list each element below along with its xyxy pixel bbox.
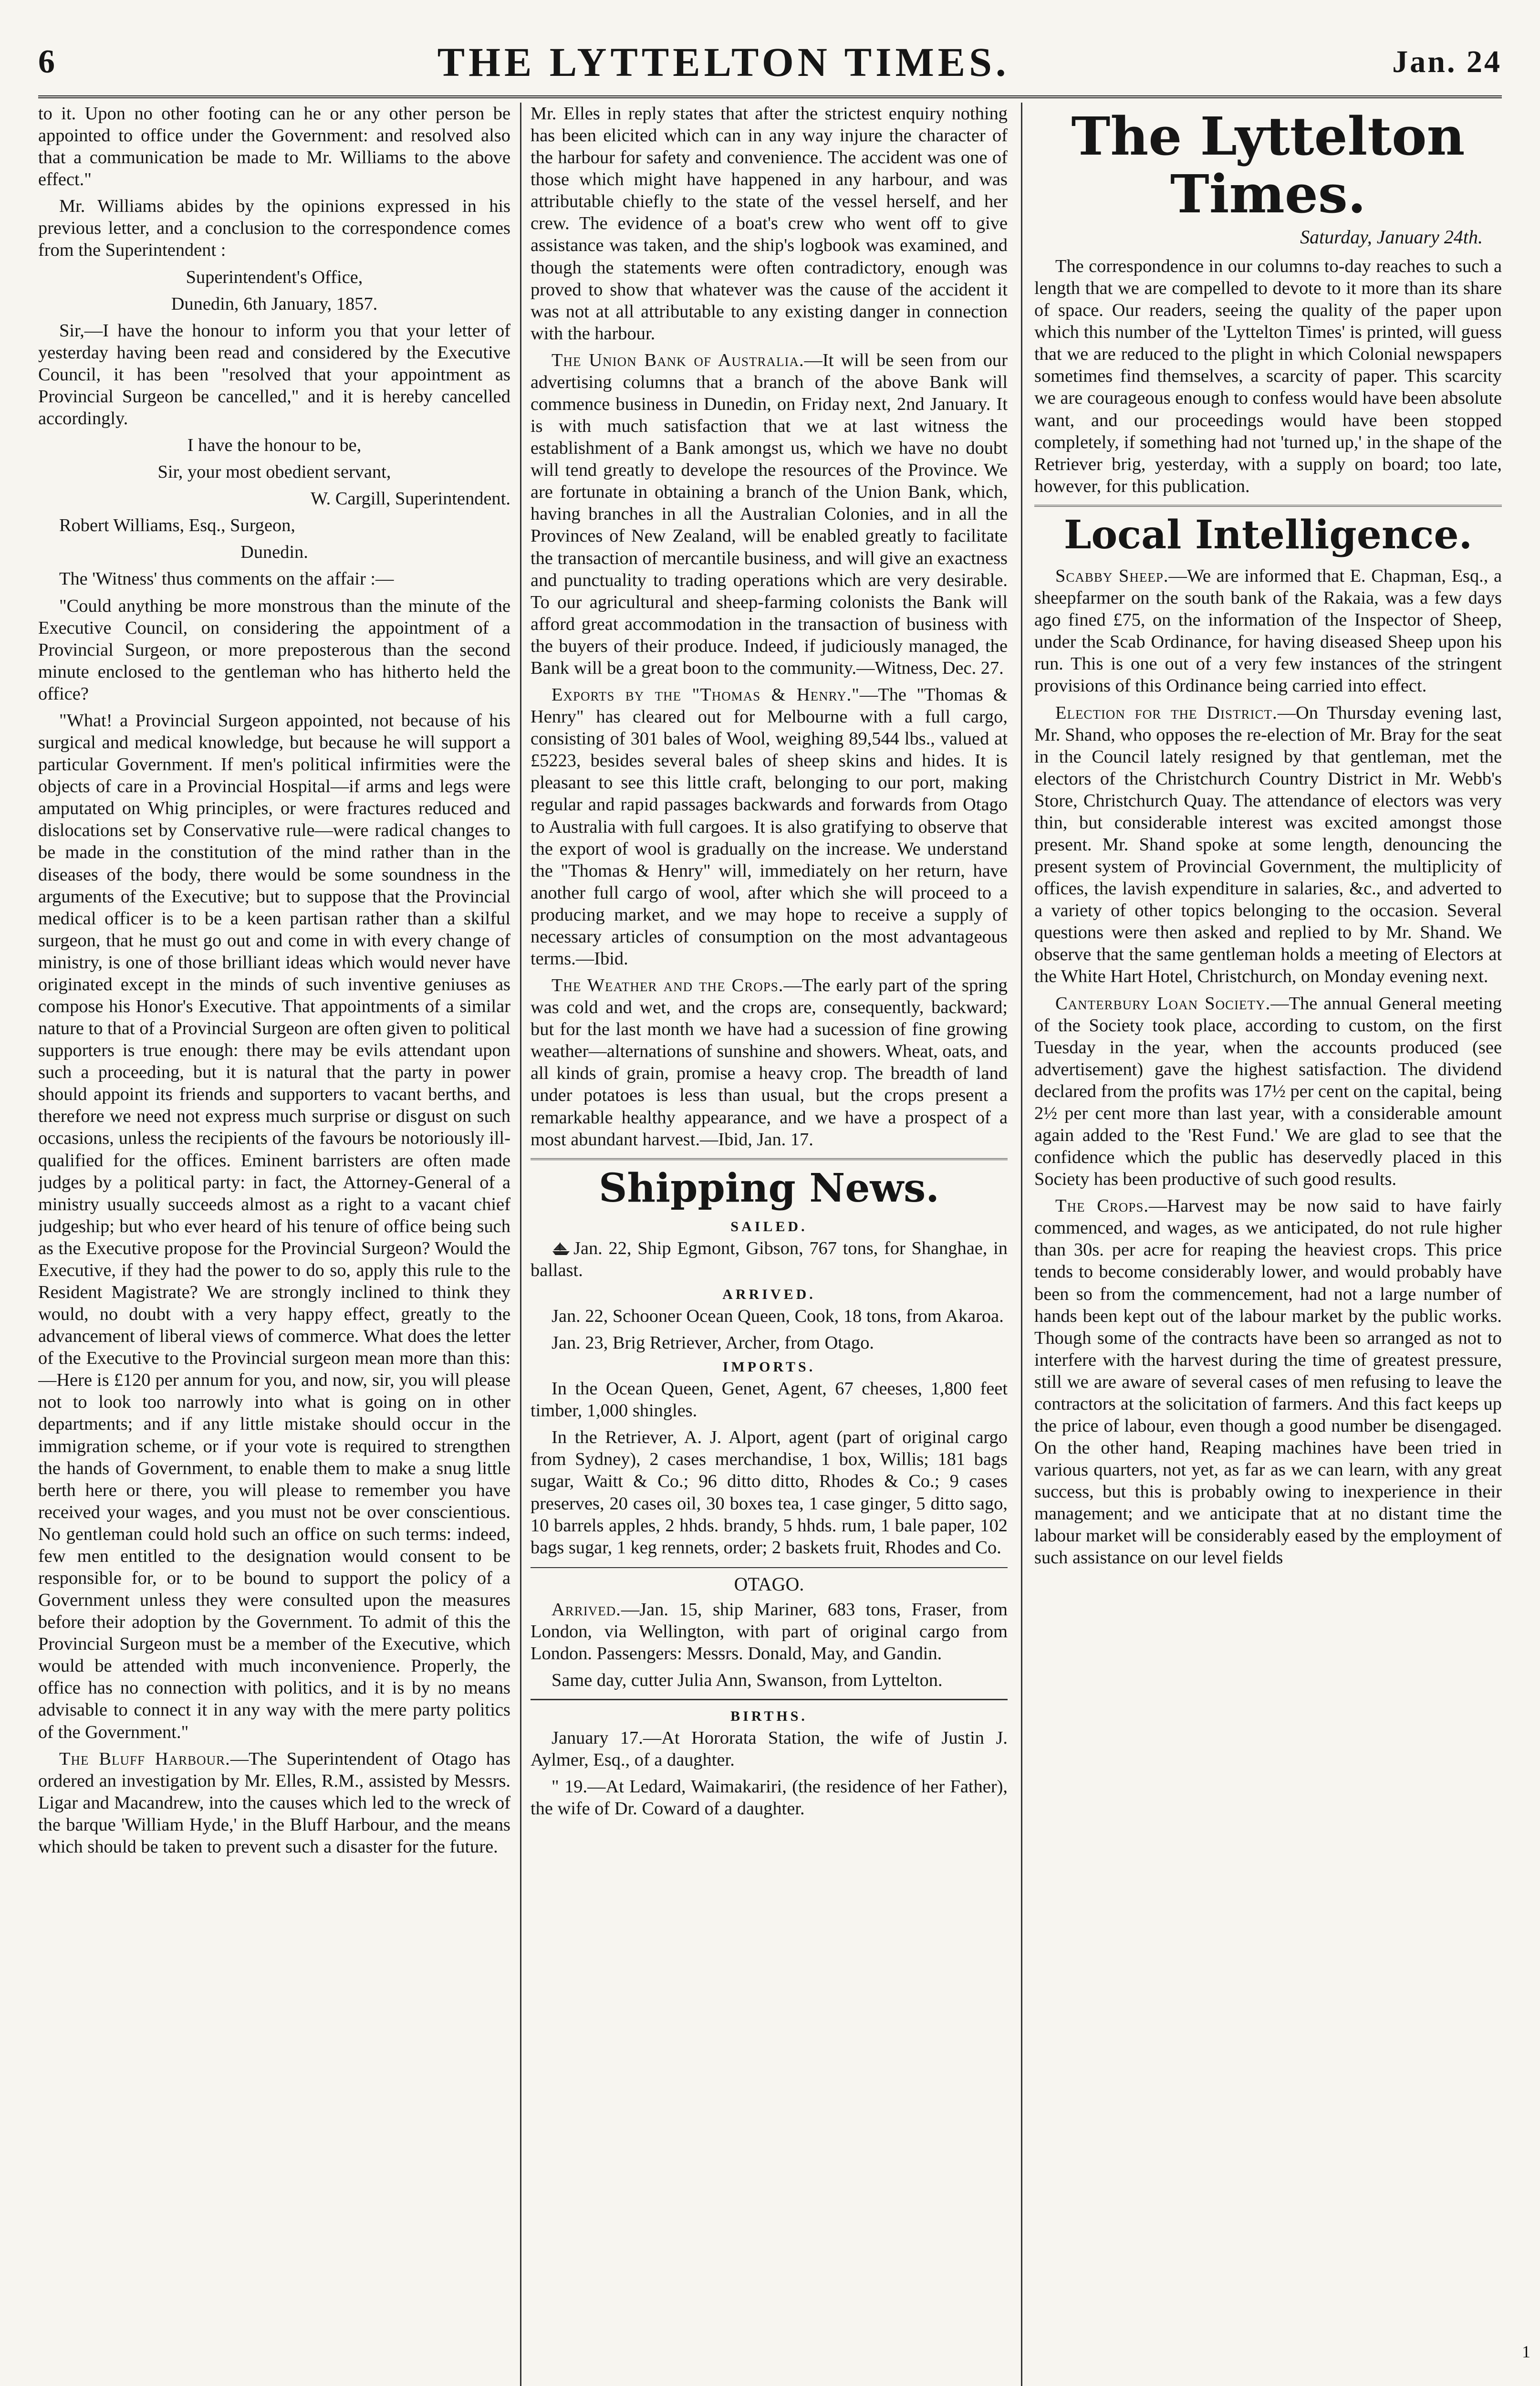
imports-label: IMPORTS. [722,1359,816,1375]
article-crops: The Crops.—Harvest may be now said to have fairly commenced, and wages, as we anticipated, do not rule higher than 30s. per acre for reaping the heaviest crops. This price tends to become considerably lower, and would probably have been so from the commencement, had not a large number of hands been kept out of the labour market by the public works. Though some of the contracts have been so arranged as not to interfere with the harvest during the time of greatest pressure, still we are aware of several cases of men refusing to leave the contractors at the solicitation of farmers. And this fact keeps up the price of labour, even though a good number be disengaged. On the other hand, Reaping machines have been tried in various quarters, not yet, as far as we can learn, with any great success, but this is probably owing to inexperience in their management; and we anticipate that at no distant time the labour market will be considerably eased by the employment of such assistance on our level fields [1034,1196,1502,1568]
letter-signature: W. Cargill, Superintendent. [310,489,510,509]
shipping-entry: Jan. 23, Brig Retriever, Archer, from Otago. [551,1333,874,1353]
paragraph: Mr. Williams abides by the opinions expressed in his previous letter, and a conclusion to the correspondence comes from the Superintendent : [38,196,510,261]
article-lead: The Crops. [1055,1196,1149,1216]
birth-entry: January 17.—At Hororata Station, the wife of Justin J. Aylmer, Esq., of a daughter. [531,1728,1008,1770]
shipping-entry: Jan. 22, Ship Egmont, Gibson, 767 tons, for Shanghae, in ballast. [531,1238,1008,1280]
arrived-label: ARRIVED. [722,1287,816,1303]
column-rule-1 [520,103,521,2386]
article-lead: Scabby Sheep. [1055,566,1169,586]
shipping-entry: Jan. 22, Schooner Ocean Queen, Cook, 18 tons, from Akaroa. [551,1306,1004,1327]
paragraph: The 'Witness' thus comments on the affair :— [59,569,394,589]
letter-closing: Sir, your most obedient servant, [157,462,391,482]
letter-addressee-place: Dunedin. [240,542,308,563]
article-text: —The "Thomas & Henry" has cleared out for Melbourne with a full cargo, consisting of 301 bales of Wool, weighing 89,544 lbs., valued at £5223, besides several bales of sheep skins and hides. It is pleasant to see this little craft, belonging to our port, making regular and rapid passages backwards and forwards from Otago to Australia with full cargoes. It is also gratifying to observe that the export of wool is gradually on the increase. We understand the "Thomas & Henry" will, immediately on her return, have another full cargo of wool, after which she will proceed to a producing market, and we may hope to receive a supply of necessary articles of consumption on the most advantageous terms.—Ibid. [531,685,1008,969]
article-loan-society: Canterbury Loan Society.—The annual General meeting of the Society took place, according to custom, on the first Tuesday in the year, when the accounts produced (see advertisement) gave the highest satisfaction. The dividend declared from the profits was 17½ per cent on the capital, being 2½ per cent more than last year, with a considerable amount again added to the 'Rest Fund.' We are glad to see that the confidence which the public has deservedly placed in this Society has been productive of such good results. [1034,993,1502,1190]
article-text: —It will be seen from our advertising columns that a branch of the above Bank will commence business in Dunedin, on Friday next, 2nd January. It is with much satisfaction that we at last witness the establishment of a Bank amongst us, which we have no doubt will tend greatly to develope the resources of the Province. We are fortunate in obtaining a branch of the Union Bank, which, having branches in all the Australian Colonies, and in all the Provinces of New Zealand, will be enabled greatly to facilitate the transaction of mercantile business, and will give an exactness and punctuality to trading operations which are very desirable. To our agricultural and sheep-farming colonists the Bank will afford great accommodation in the transaction of business with the buyers of their produce. Indeed, if judiciously managed, the Bank will be a great boon to the community.—Witness, Dec. 27. [531,350,1008,678]
editorial-title: The Lyttelton Times. [1071,105,1465,225]
article-lead: Arrived. [551,1599,621,1620]
local-intelligence-heading: Local Intelligence. [1034,505,1502,556]
births-label: BIRTHS. [730,1708,808,1725]
article-text: —The early part of the spring was cold and wet, and the crops are, consequently, backward; but for the last month we have had a sucession of fine growing weather—alternations of sunshine and showers. Wheat, oats, and all kinds of grain, promise a heavy crop. The breadth of land under potatoes is less than usual, but the crops present a remarkable healthy appearance, and we have a prospect of a most abundant harvest.—Ibid, Jan. 17. [531,975,1008,1150]
letter-place: Dunedin, 6th January, 1857. [171,293,378,314]
editorial-date: Saturday, January 24th. [1300,226,1483,248]
imports-entry: In the Retriever, A. J. Alport, agent (part of original cargo from Sydney), 2 cases merchandise, 1 box, Willis; 181 bags sugar, Waitt & Co.; 96 ditto ditto, Rhodes & Co.; 9 cases preserves, 20 cases oil, 30 boxes tea, 1 case ginger, 5 ditto sago, 10 barrels apples, 2 hhds. brandy, 5 hhds. rum, 1 bale paper, 102 bags sugar, 1 keg rennets, order; 2 baskets fruit, Rhodes and Co. [531,1427,1008,1558]
imports-entry: In the Ocean Queen, Genet, Agent, 67 cheeses, 1,800 feet timber, 1,000 shingles. [531,1379,1008,1421]
otago-heading: OTAGO. [531,1567,1008,1596]
editorial-text: The correspondence in our columns to-day reaches to such a length that we are compelled to devote to it more than its share of space. Our readers, seeing the quality of the paper upon which this number of the 'Lyttelton Times' is printed, will guess that we are reduced to the plight in which Colonial newspapers sometimes find themselves, a scarcity of paper. This scarcity we are courageous enough to confess would have been absolute want, and our proceedings would have been stopped completely, if something had not 'turned up,' in the shape of the Retriever brig, yesterday, with a supply on board; too late, however, for this publication. [1034,256,1502,496]
otago-arrived: Arrived.—Jan. 15, ship Mariner, 683 tons, Fraser, from London, via Wellington, with part of original cargo from London. Passengers: Messrs. Donald, May, and Gandin. [531,1599,1008,1664]
paragraph: to it. Upon no other footing can he or any other person be appointed to office under the Government: and resolved also that a communication be made to Mr. Williams to the above effect." [38,104,510,190]
otago-entry: Same day, cutter Julia Ann, Swanson, from Lyttelton. [551,1670,943,1691]
letter-body: Sir,—I have the honour to inform you that your letter of yesterday having been read and considered by the Executive Council, it has been "resolved that your appointment as Provincial Surgeon be cancelled," and it is hereby cancelled accordingly. [38,320,510,429]
article-lead: The Weather and the Crops. [551,975,784,996]
article-bluff-harbour [38,1748,510,1858]
shipping-news-heading: Shipping News. [531,1158,1008,1210]
article-lead: Exports by the "Thomas & Henry." [551,685,860,705]
article-exports [531,684,1008,970]
article-lead: Canterbury Loan Society. [1055,993,1271,1014]
sailed-label: SAILED. [730,1218,808,1235]
divider [531,1699,1008,1700]
newspaper-title: THE LYTTELTON TIMES. [437,39,1010,85]
column-2 [531,103,1008,2386]
column-rule-2 [1021,103,1022,2386]
column-3 [1034,103,1502,2386]
article-scabby-sheep: Scabby Sheep.—We are informed that E. Chapman, Esq., a sheepfarmer on the south bank of the Rakaia, was a few days ago fined £75, on the information of the Inspector of Sheep, under the Scab Ordinance, for having diseased Sheep upon his run. This is one out of a very few instances of the stringent provisions of this Ordinance being carried into effect. [1034,566,1502,696]
article-lead: The Union Bank of Australia. [551,350,804,370]
page-number: 6 [38,43,55,80]
quoted-paragraph: "Could anything be more monstrous than the minute of the Executive Council, on considering the appointment of a Provincial Surgeon, or more preposterous than the second minute enclosed to the gentleman who has hitherto held the office? [38,596,510,704]
article-election: Election for the District.—On Thursday evening last, Mr. Shand, who opposes the re-election of Mr. Bray for the seat in the Council lately resigned by that gentleman, met the electors of the Christchurch Country District in Mr. Webb's Store, Christchurch Quay. The attendance of electors was very thin, but considerable interest was excited amongst those present. Mr. Shand spoke at some length, denouncing the present system of Provincial Government, the multiplicity of offices, the lavish expenditure in salaries, &c., and adverted to a variety of other topics belonging to the occasion. Several questions were then asked and replied to by Mr. Shand. We observe that the same gentleman holds a meeting of Electors at the White Hart Hotel, Christchurch, on Monday evening next. [1034,702,1502,987]
article-lead: The Bluff Harbour. [59,1748,230,1769]
birth-entry: " 19.—At Ledard, Waimakariri, (the residence of her Father), the wife of Dr. Coward of a daughter. [531,1777,1008,1819]
issue-date: Jan. 24 [1392,44,1502,79]
article-lead: Election for the District. [1055,702,1278,723]
letter-office: Superintendent's Office, [186,267,363,287]
article-text: —The Superintendent of Otago has ordered an investigation by Mr. Elles, R.M., assisted by Messrs. Ligar and Macandrew, into the causes which led to the wreck of the barque 'William Hyde,' in the Bluff Harbour, and the means which should be taken to prevent such a disaster for the future. [38,1748,510,1857]
quoted-paragraph: "What! a Provincial Surgeon appointed, not because of his surgical and medical knowledge, but because he will support a particular Government. If men's political infirmities were the objects of care in a Provincial Hospital—if arms and legs were amputated on Whig principles, or were fractures reduced and dislocations set by Conservative rule—were radical changes to be made in the constitution of the mind rather than in the diseases of the body, there would be some soundness in the arguments of the Executive; but to suppose that the Provincial medical officer is to be a keen partisan rather than a skilful surgeon, that he must go out and come in with every change of ministry, is one of those brilliant ideas which would never have originated except in the minds of such inventive geniuses as compose his Honor's Executive. That appointments of a similar nature to that of a Provincial Surgeon are often given to political supporters is true enough: there may be evils attendant upon such a proceeding, but it is natural that the party in power should appoint its friends and supporters to vacant berths, and therefore we need not express much surprise or disgust on such occasions, unless the recipients of the favours be notoriously ill-qualified for the offices. Eminent barristers are often made judges by a political party: in fact, the Attorney-General of a ministry usually succeeds almost as a right to a vacant chief judgeship; but who ever heard of his tenure of office being such as the Executive propose for the Provincial Surgeon? Would the Executive, if they had the power to do so, apply this rule to the Resident Magistrate? We are strongly inclined to think they would, no doubt with a very happy effect, greatly to the advancement of liberal views of commerce. What does the letter of the Executive to the Provincial surgeon mean more than this:—Here is £120 per annum for you, and now, sir, you will please not to look too narrowly into what is going on in other departments; and if any little mistake should occur in the immigration scheme, or if your vote is required to strengthen the hands of Government, to enable them to make a snug little berth here or there, you will please to remember you have received your wages, and you must not be over conscientious. No gentleman could hold such an office on such terms: indeed, few men entitled to the designation would consent to be responsible for, or to be bound to support the policy of a Government unless they were consulted upon the measures before their adoption by the Government. To admit of this the Provincial Surgeon must be a member of the Executive, which would be attended with much inconvenience. Properly, the office has no connection with politics, and it is by no means advisable to connect it in any way with the mere party politics of the Government." [38,710,510,1742]
masthead [38,29,1502,98]
letter-addressee: Robert Williams, Esq., Surgeon, [59,515,296,536]
article-weather [531,974,1008,1151]
article-union-bank [531,349,1008,679]
paragraph: Mr. Elles in reply states that after the strictest enquiry nothing has been elicited which can in any way injure the character of the harbour for safety and convenience. The accident was one of those which might have happened in any harbour, and was attributable chiefly to the state of the vessel herself, and her crew. The evidence of a boat's crew who went off to give assistance was taken, and the ship's logbook was examined, and though the statements were often contradictory, enough was proved to show that whatever was the cause of the accident it was not at all attributable to any existing danger in connection with the harbour. [531,104,1008,344]
corner-mark: 1 [1522,2342,1530,2361]
column-1 [38,103,510,2386]
letter-closing: I have the honour to be, [187,435,362,456]
ship-icon [551,1242,571,1256]
